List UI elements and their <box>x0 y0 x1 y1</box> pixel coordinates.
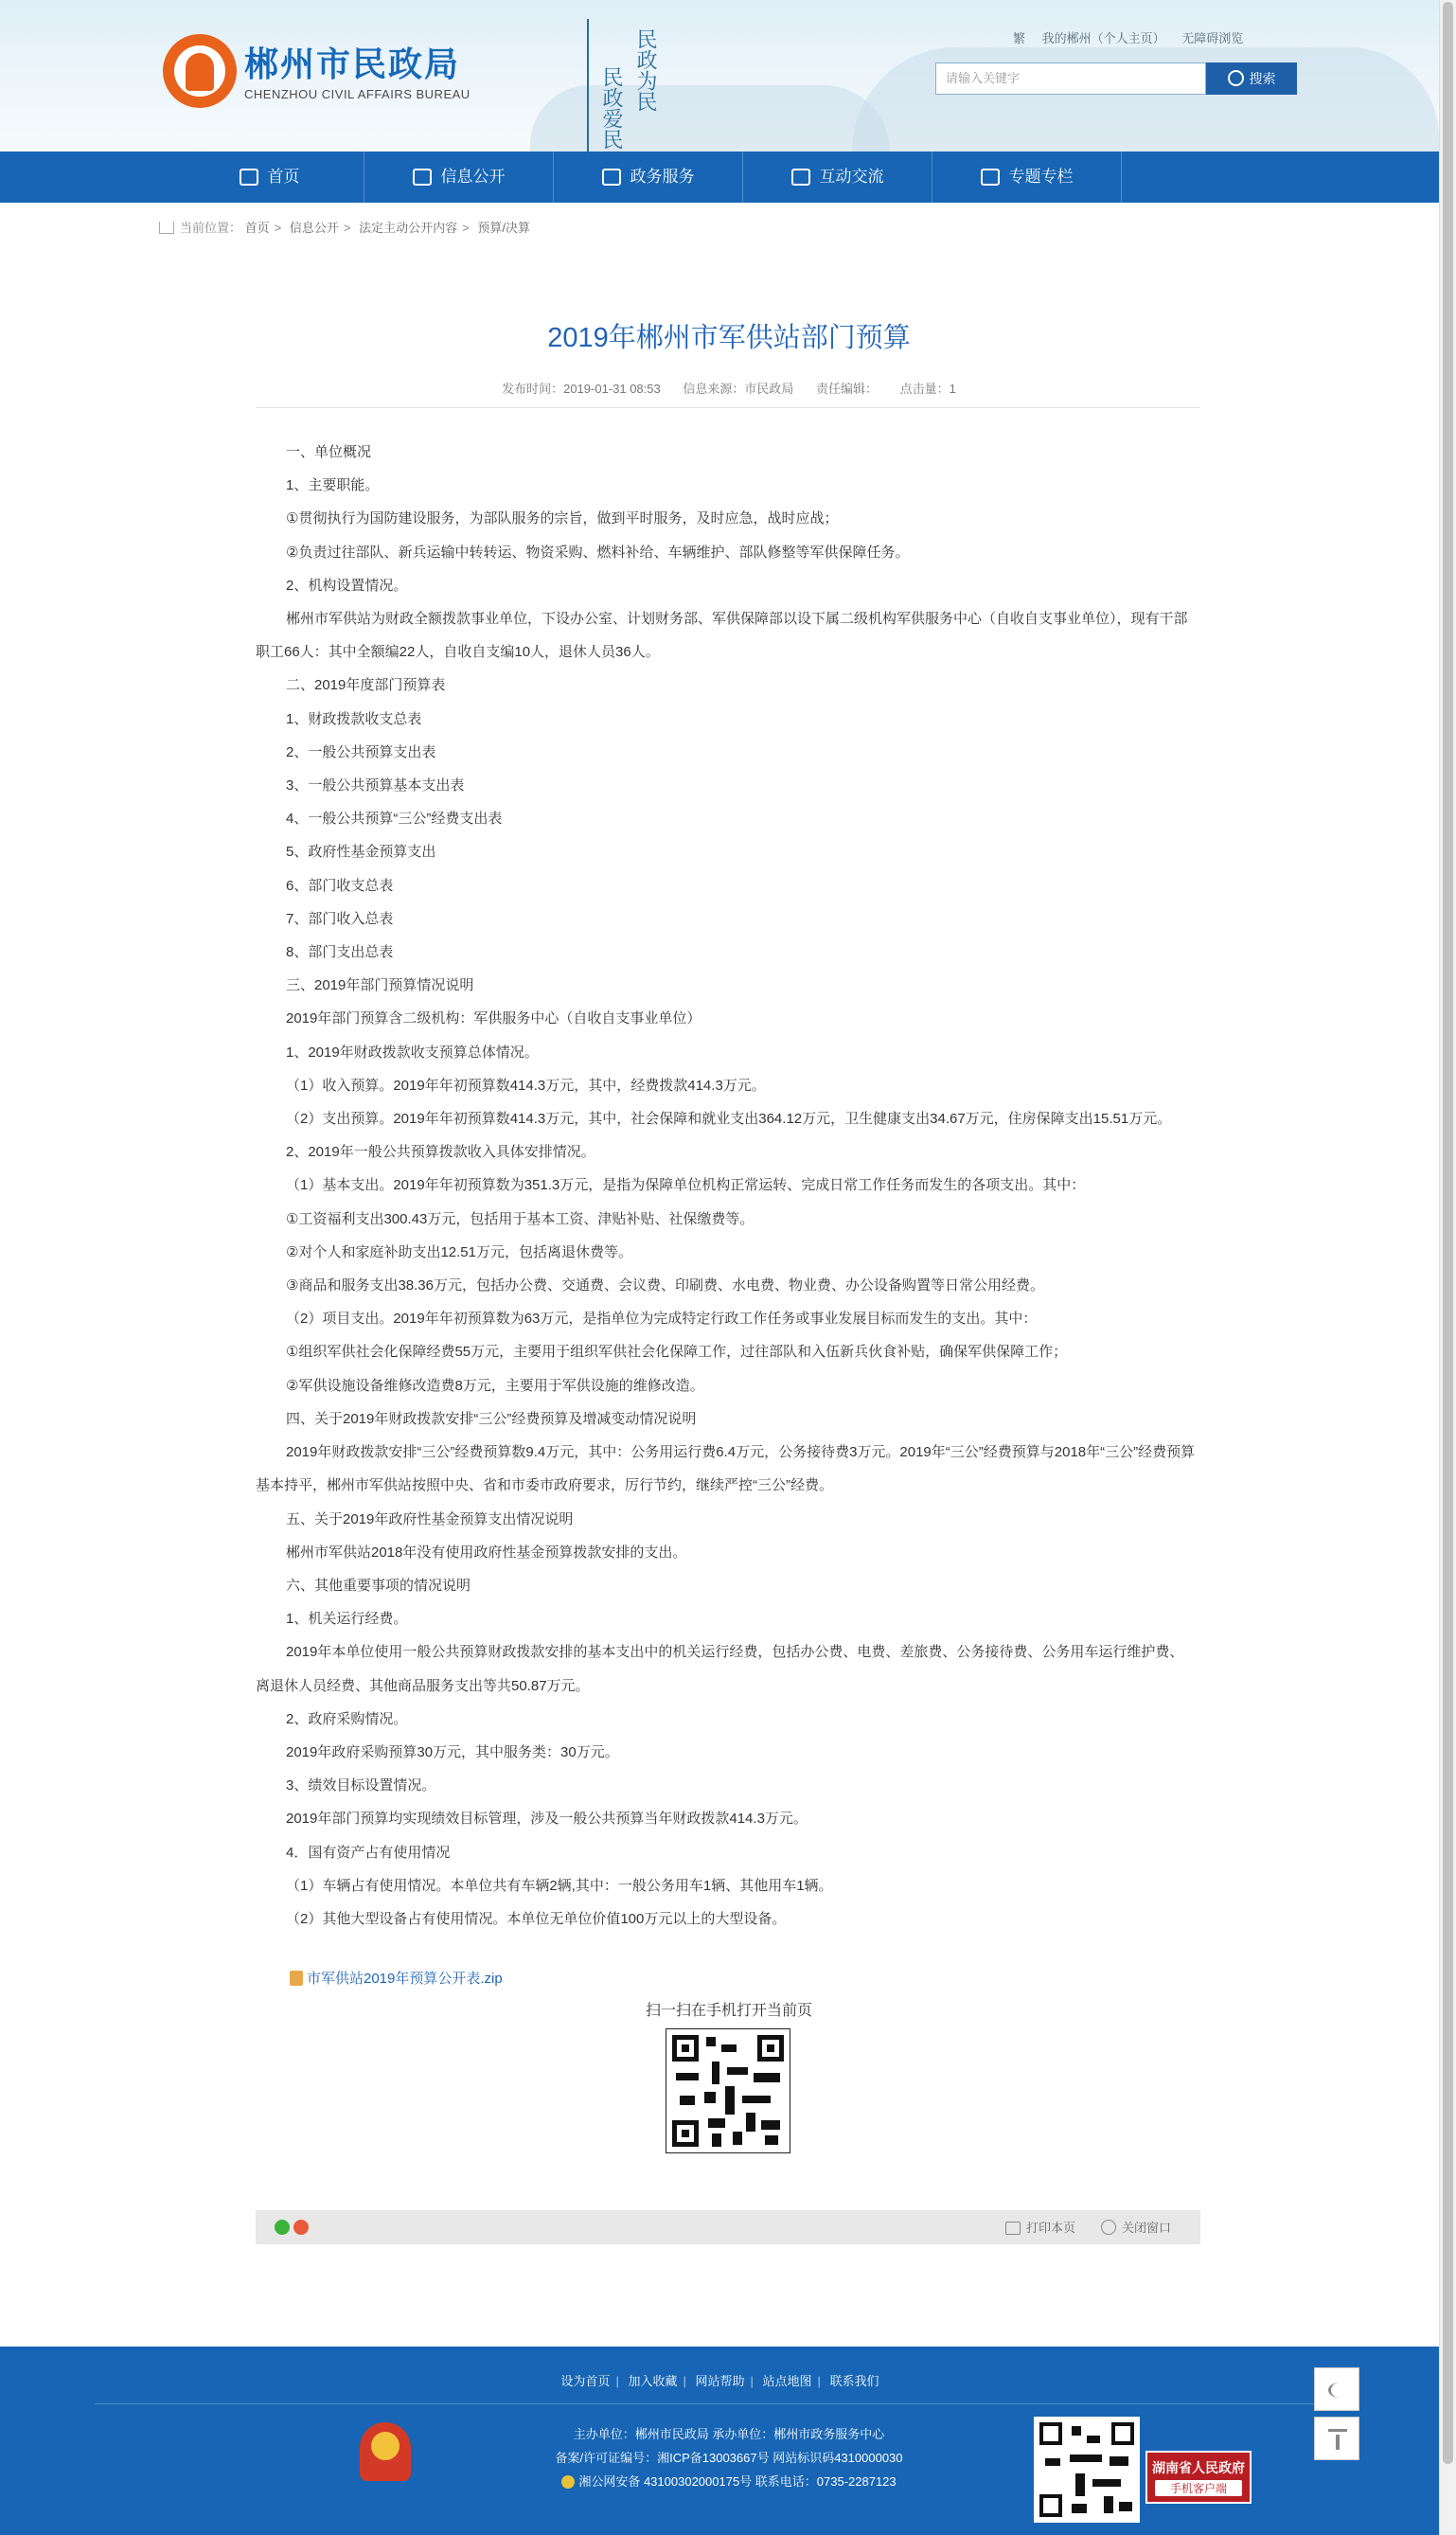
nav-item-special-topics[interactable]: 专题专栏 <box>932 152 1122 203</box>
arrow-up-icon <box>1328 2429 1347 2432</box>
layers-icon <box>981 169 1000 186</box>
wechat-share-icon[interactable] <box>275 2220 290 2235</box>
party-gov-emblem[interactable] <box>360 2422 411 2481</box>
article-body <box>256 436 1198 1936</box>
article-paragraph: ②军供设施设备维修改造费8万元，主要用于军供设施的维修改造。 <box>286 1377 704 1394</box>
printer-icon <box>1005 2222 1021 2235</box>
article-toolbar <box>256 2210 1200 2244</box>
footer-divider <box>95 2403 1345 2404</box>
breadcrumb: 当前位置： 首页 > 信息公开 > 法定主动公开内容 > 预算/决算 <box>159 218 530 236</box>
share-float-button[interactable] <box>1314 2367 1359 2411</box>
site-subtitle: CHENZHOU CIVIL AFFAIRS BUREAU <box>244 87 471 101</box>
bureau-logo[interactable] <box>163 34 237 108</box>
article-title: 2019年郴州市军供站部门预算 <box>547 323 911 353</box>
article-paragraph: 2019年政府采购预算30万元，其中服务类：30万元。 <box>286 1743 619 1760</box>
police-badge-icon <box>561 2475 575 2489</box>
article-paragraph: 2019年部门预算均实现绩效目标管理，涉及一般公共预算当年财政拨款414.3万元。 <box>286 1811 808 1828</box>
article-paragraph: （2）项目支出。2019年年初预算数为63万元，是指单位为完成特定行政工作任务或事业发展目标而发生的支出。其中： <box>286 1311 1038 1328</box>
accessibility-link[interactable]: 无障碍浏览 <box>1181 31 1244 45</box>
footer-police-record: 湘公网安备 43100302000175号 联系电话：0735-2287123 <box>473 2470 985 2493</box>
article-paragraph: 1、2019年财政拨款收支预算总体情况。 <box>286 1044 539 1061</box>
article-meta <box>256 379 1202 397</box>
article-paragraph: 二、2019年度部门预算表 <box>286 677 446 694</box>
zip-file-icon <box>290 1971 303 1986</box>
breadcrumb-statutory-content[interactable]: 法定主动公开内容 <box>359 221 458 235</box>
article-paragraph: 郴州市军供站2018年没有使用政府性基金预算拨款安排的支出。 <box>286 1544 687 1561</box>
breadcrumb-info-disclosure[interactable]: 信息公开 <box>289 221 339 235</box>
article-paragraph: 2019年本单位使用一般公共预算财政拨款安排的基本支出中的机关运行经费，包括办公费、电费、差旅费、公务接待费、公务用车运行维护费、离退休人员经费、其他商品服务支出等共50.87万元。 <box>256 1644 1184 1694</box>
add-favorite-link[interactable]: 加入收藏 <box>628 2374 678 2388</box>
mobile-client-badge[interactable]: 湖南省人民政府 手机客户端 <box>1145 2451 1252 2504</box>
footer-qr-code <box>1034 2417 1140 2523</box>
home-icon <box>240 169 258 186</box>
document-icon <box>413 169 432 186</box>
set-homepage-link[interactable]: 设为首页 <box>560 2374 611 2388</box>
article-paragraph: 6、部门收支总表 <box>286 877 394 894</box>
title-divider <box>256 407 1200 408</box>
slogan-banner <box>587 19 665 152</box>
slogan-right: 民政为民 <box>633 28 657 112</box>
back-to-top-button[interactable] <box>1314 2417 1359 2460</box>
nav-item-info-disclosure[interactable]: 信息公开 <box>364 152 554 203</box>
article-paragraph: 郴州市军供站为财政全额拨款事业单位，下设办公室、计划财务部、军供保障部以设下属二级机构军供服务中心（自收自支事业单位），现有干部职工66人：其中全额编22人，自收自支编10人，退休人员36人。 <box>256 611 1188 661</box>
footer-organizer: 主办单位：郴州市民政局 承办单位：郴州市政务服务中心 <box>573 2427 885 2441</box>
close-icon <box>1101 2220 1116 2235</box>
edit-icon <box>602 169 621 186</box>
site-title[interactable]: 郴州市民政局 <box>244 45 461 83</box>
search-input[interactable]: 请输入关键字 <box>935 62 1206 95</box>
article-paragraph: 3、绩效目标设置情况。 <box>286 1777 436 1794</box>
nav-item-gov-services[interactable]: 政务服务 <box>554 152 743 203</box>
article-paragraph: （1）车辆占有使用情况。本单位共有车辆2辆,其中：一般公务用车1辆、其他用车1辆。 <box>286 1877 833 1894</box>
search-button[interactable]: 搜索 <box>1206 62 1297 95</box>
article-paragraph: 1、机关运行经费。 <box>286 1611 408 1628</box>
article-paragraph: 7、部门收入总表 <box>286 910 394 927</box>
article-paragraph: ②负责过往部队、新兵运输中转转运、物资采购、燃料补给、车辆维护、部队修整等军供保障任务。 <box>286 544 910 561</box>
attachment-link[interactable]: 市军供站2019年预算公开表.zip <box>290 1968 503 1988</box>
breadcrumb-home[interactable]: 首页 <box>244 221 270 235</box>
footer-info <box>473 2422 985 2493</box>
article-paragraph: 四、关于2019年财政拨款安排“三公”经费预算及增减变动情况说明 <box>286 1410 697 1427</box>
article-paragraph: （1）收入预算。2019年年初预算数414.3万元，其中，经费拨款414.3万元。 <box>286 1077 766 1094</box>
breadcrumb-budget[interactable]: 预算/决算 <box>477 221 530 235</box>
share-icon <box>1328 2383 1350 2398</box>
article-paragraph: 3、一般公共预算基本支出表 <box>286 777 465 794</box>
share-buttons <box>275 2220 312 2240</box>
nav-item-interaction[interactable]: 互动交流 <box>743 152 932 203</box>
article-paragraph: 2、机构设置情况。 <box>286 577 408 594</box>
editor: 责任编辑： <box>816 382 879 396</box>
article-paragraph: ②对个人和家庭补助支出12.51万元，包括离退休费等。 <box>286 1243 632 1260</box>
site-footer <box>0 2347 1440 2535</box>
article-paragraph: 2、2019年一般公共预算拨款收入具体安排情况。 <box>286 1144 595 1161</box>
main-nav <box>0 152 1440 203</box>
mountain-decoration <box>530 85 890 152</box>
top-links <box>1013 28 1256 46</box>
contact-us-link[interactable]: 联系我们 <box>829 2374 879 2388</box>
qr-caption: 扫一扫在手机打开当前页 <box>645 2003 812 2019</box>
home-icon <box>159 222 174 234</box>
article-paragraph: （2）其他大型设备占有使用情况。本单位无单位价值100万元以上的大型设备。 <box>286 1910 787 1927</box>
article-paragraph: 2019年部门预算含二级机构：军供服务中心（自收自支事业单位） <box>286 1010 701 1027</box>
article-paragraph: 8、部门支出总表 <box>286 944 394 961</box>
article-paragraph: 4、一般公共预算“三公”经费支出表 <box>286 811 503 828</box>
footer-icp: 备案/许可证编号：湘ICP备13003667号 网站标识码4310000030 <box>555 2451 903 2465</box>
slogan-left: 民政爱民 <box>599 66 623 150</box>
vertical-scrollbar[interactable] <box>1439 0 1456 2535</box>
site-header <box>0 0 1440 152</box>
info-source: 信息来源：市民政局 <box>683 382 794 396</box>
site-help-link[interactable]: 网站帮助 <box>695 2374 745 2388</box>
article-paragraph: ①贯彻执行为国防建设服务，为部队服务的宗旨，做到平时服务，及时应急，战时应战； <box>286 510 839 527</box>
article-paragraph: 六、其他重要事项的情况说明 <box>286 1577 471 1594</box>
search-icon <box>1228 70 1244 86</box>
article-paragraph: 一、单位概况 <box>286 444 372 460</box>
click-count: 点击量：1 <box>899 382 956 396</box>
article-paragraph: ①工资福利支出300.43万元，包括用于基本工资、津贴补贴、社保缴费等。 <box>286 1210 755 1227</box>
my-chenzhou-link[interactable]: 我的郴州（个人主页） <box>1041 31 1165 45</box>
traditional-chinese-link[interactable]: 繁 <box>1013 31 1026 45</box>
nav-item-home[interactable]: 首页 <box>175 152 364 203</box>
article-paragraph: 五、关于2019年政府性基金预算支出情况说明 <box>286 1510 574 1527</box>
article-paragraph: 2019年财政拨款安排“三公”经费预算数9.4万元，其中：公务用运行费6.4万元，公务接待费3万元。2019年“三公”经费预算与2018年“三公”经费预算基本持平，郴州市军供站按照中央、省和市委市政府要求，厉行节约，继续严控“三公”经费。 <box>256 1444 1196 1494</box>
article-paragraph: 1、财政拨款收支总表 <box>286 710 422 727</box>
article-paragraph: （2）支出预算。2019年年初预算数414.3万元，其中，社会保障和就业支出364.12万元，卫生健康支出34.67万元，住房保障支出15.51万元。 <box>286 1111 1172 1128</box>
article-paragraph: （1）基本支出。2019年年初预算数为351.3万元，是指为保障单位机构正常运转、完成日常工作任务而发生的各项支出。其中： <box>286 1177 1086 1194</box>
weibo-share-icon[interactable] <box>293 2220 309 2235</box>
page-qr-code <box>666 2028 790 2153</box>
footer-links: 设为首页 | 加入收藏 | 网站帮助 | 站点地图 | 联系我们 <box>560 2374 879 2388</box>
article-paragraph: 2、政府采购情况。 <box>286 1710 408 1727</box>
publish-time: 发布时间：2019-01-31 08:53 <box>502 382 661 396</box>
article-paragraph: ③商品和服务支出38.36万元，包括办公费、交通费、会议费、印刷费、水电费、物业费、办公设备购置等日常公用经费。 <box>286 1277 1044 1294</box>
chat-icon <box>791 169 810 186</box>
close-window-button[interactable]: 关闭窗口 <box>1101 2218 1171 2236</box>
article-paragraph: 2、一般公共预算支出表 <box>286 743 436 760</box>
article-paragraph: ①组织军供社会化保障经费55万元，主要用于组织军供社会化保障工作，过往部队和入伍新兵伙食补贴，确保军供保障工作； <box>286 1344 1068 1361</box>
article-paragraph: 1、主要职能。 <box>286 477 380 494</box>
article-paragraph: 三、2019年部门预算情况说明 <box>286 977 474 994</box>
article-paragraph: 4．国有资产占有使用情况 <box>286 1844 451 1861</box>
print-button[interactable]: 打印本页 <box>1005 2218 1075 2236</box>
sitemap-link[interactable]: 站点地图 <box>762 2374 812 2388</box>
article-paragraph: 5、政府性基金预算支出 <box>286 844 436 861</box>
